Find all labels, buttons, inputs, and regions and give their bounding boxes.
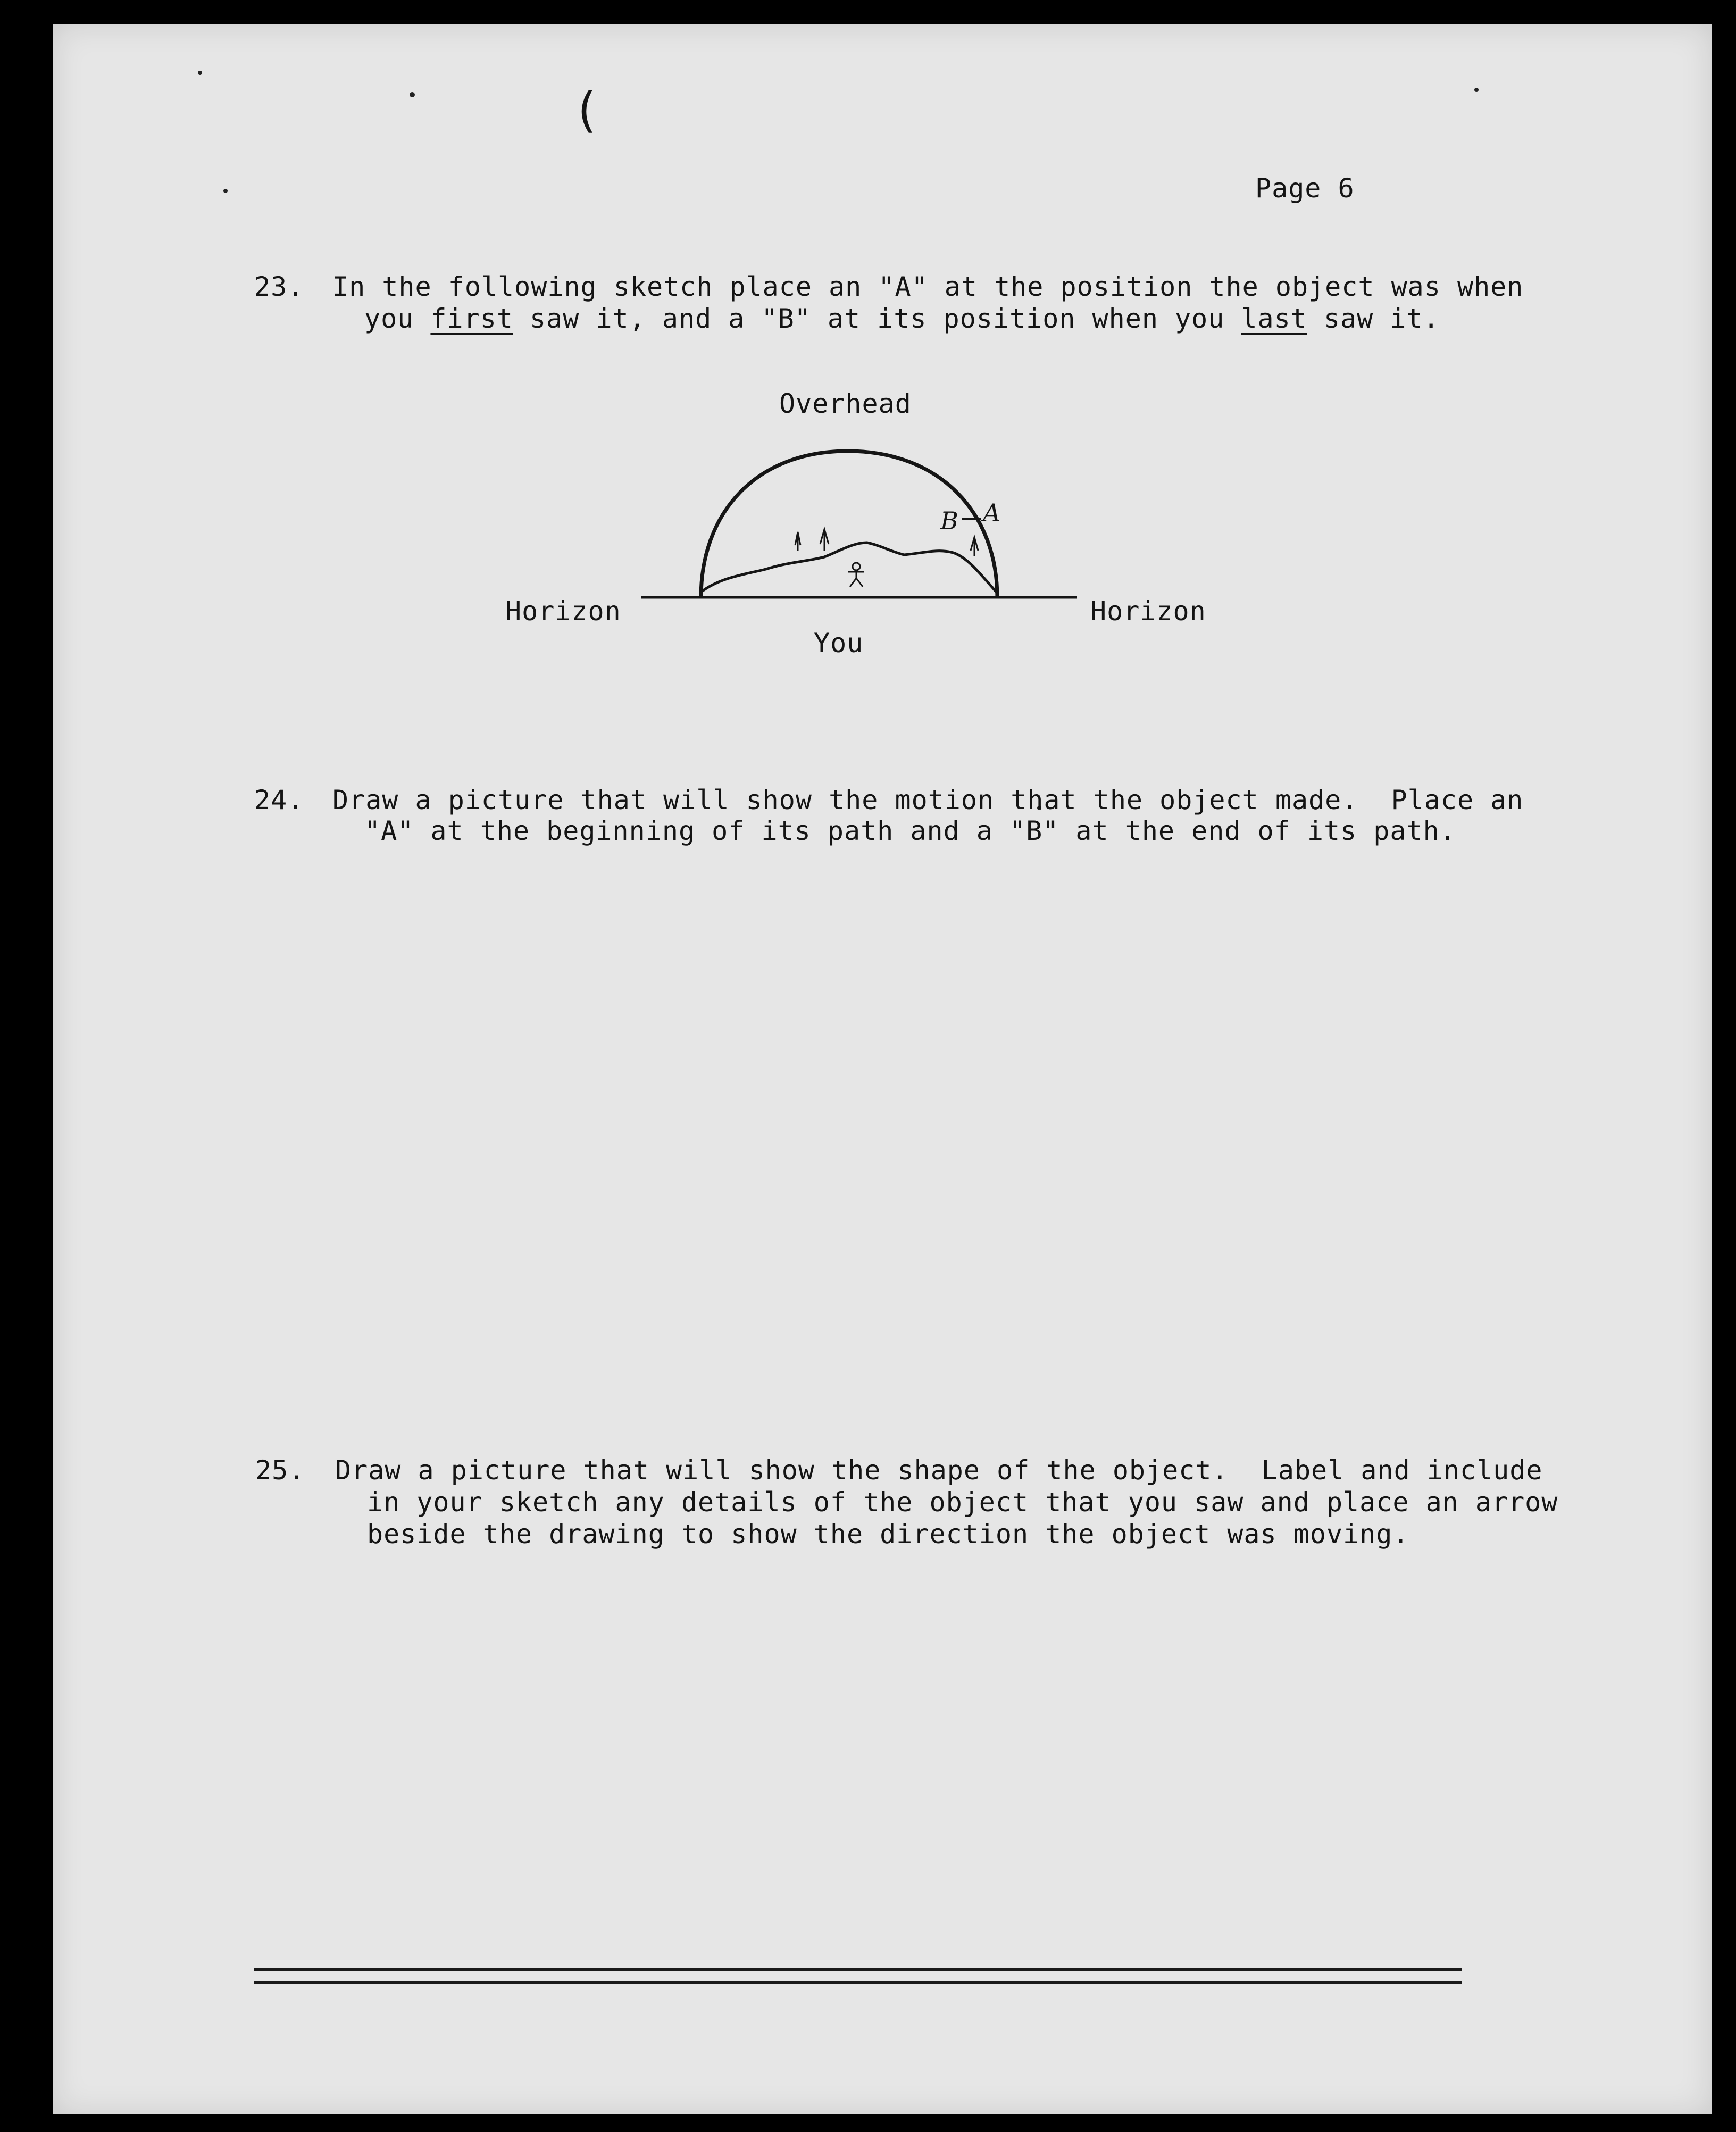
q23-text: saw it. xyxy=(1307,303,1440,334)
tree-mark xyxy=(795,532,800,551)
scan-mark-paren: ( xyxy=(572,82,602,138)
sketch-label-you: You xyxy=(814,628,864,659)
handwritten-b: B xyxy=(940,506,958,535)
hill-outline xyxy=(701,543,997,593)
sketch-label-overhead: Overhead xyxy=(779,388,912,419)
footer-rule-bottom xyxy=(254,1981,1462,1984)
question-25-line1: Draw a picture that will show the shape of the object. Label and include xyxy=(335,1455,1543,1486)
q23-text: you xyxy=(364,303,431,334)
question-23-number: 23. xyxy=(254,271,304,302)
handwritten-a: A xyxy=(983,498,1001,527)
tree-mark xyxy=(971,537,978,556)
question-25-number: 25. xyxy=(255,1455,305,1486)
question-24-line1: Draw a picture that will show the motion that the object made. Place an xyxy=(332,785,1524,815)
question-23-line1: In the following sketch place an "A" at the position the object was when xyxy=(332,271,1524,302)
question-24-line2: "A" at the beginning of its path and a "B" at the end of its path. xyxy=(364,815,1456,846)
document-page xyxy=(53,24,1712,2114)
q23-text: saw it, and a "B" at its position when you xyxy=(513,303,1241,334)
tree-mark xyxy=(820,529,829,551)
footer-rule-top xyxy=(254,1968,1462,1971)
sketch-label-horizon-right: Horizon xyxy=(1090,596,1206,627)
q23-last-underlined: last xyxy=(1241,303,1307,334)
horizon-sketch xyxy=(53,24,1712,2114)
sketch-label-horizon-left: Horizon xyxy=(505,596,621,627)
page-number: Page 6 xyxy=(1255,173,1355,204)
question-24-number: 24. xyxy=(254,785,304,815)
q23-first-underlined: first xyxy=(430,303,513,334)
question-25-line2: in your sketch any details of the object that you saw and place an arrow xyxy=(367,1487,1558,1518)
question-25-line3: beside the drawing to show the direction the object was moving. xyxy=(367,1519,1409,1550)
stick-figure-you xyxy=(848,563,864,587)
